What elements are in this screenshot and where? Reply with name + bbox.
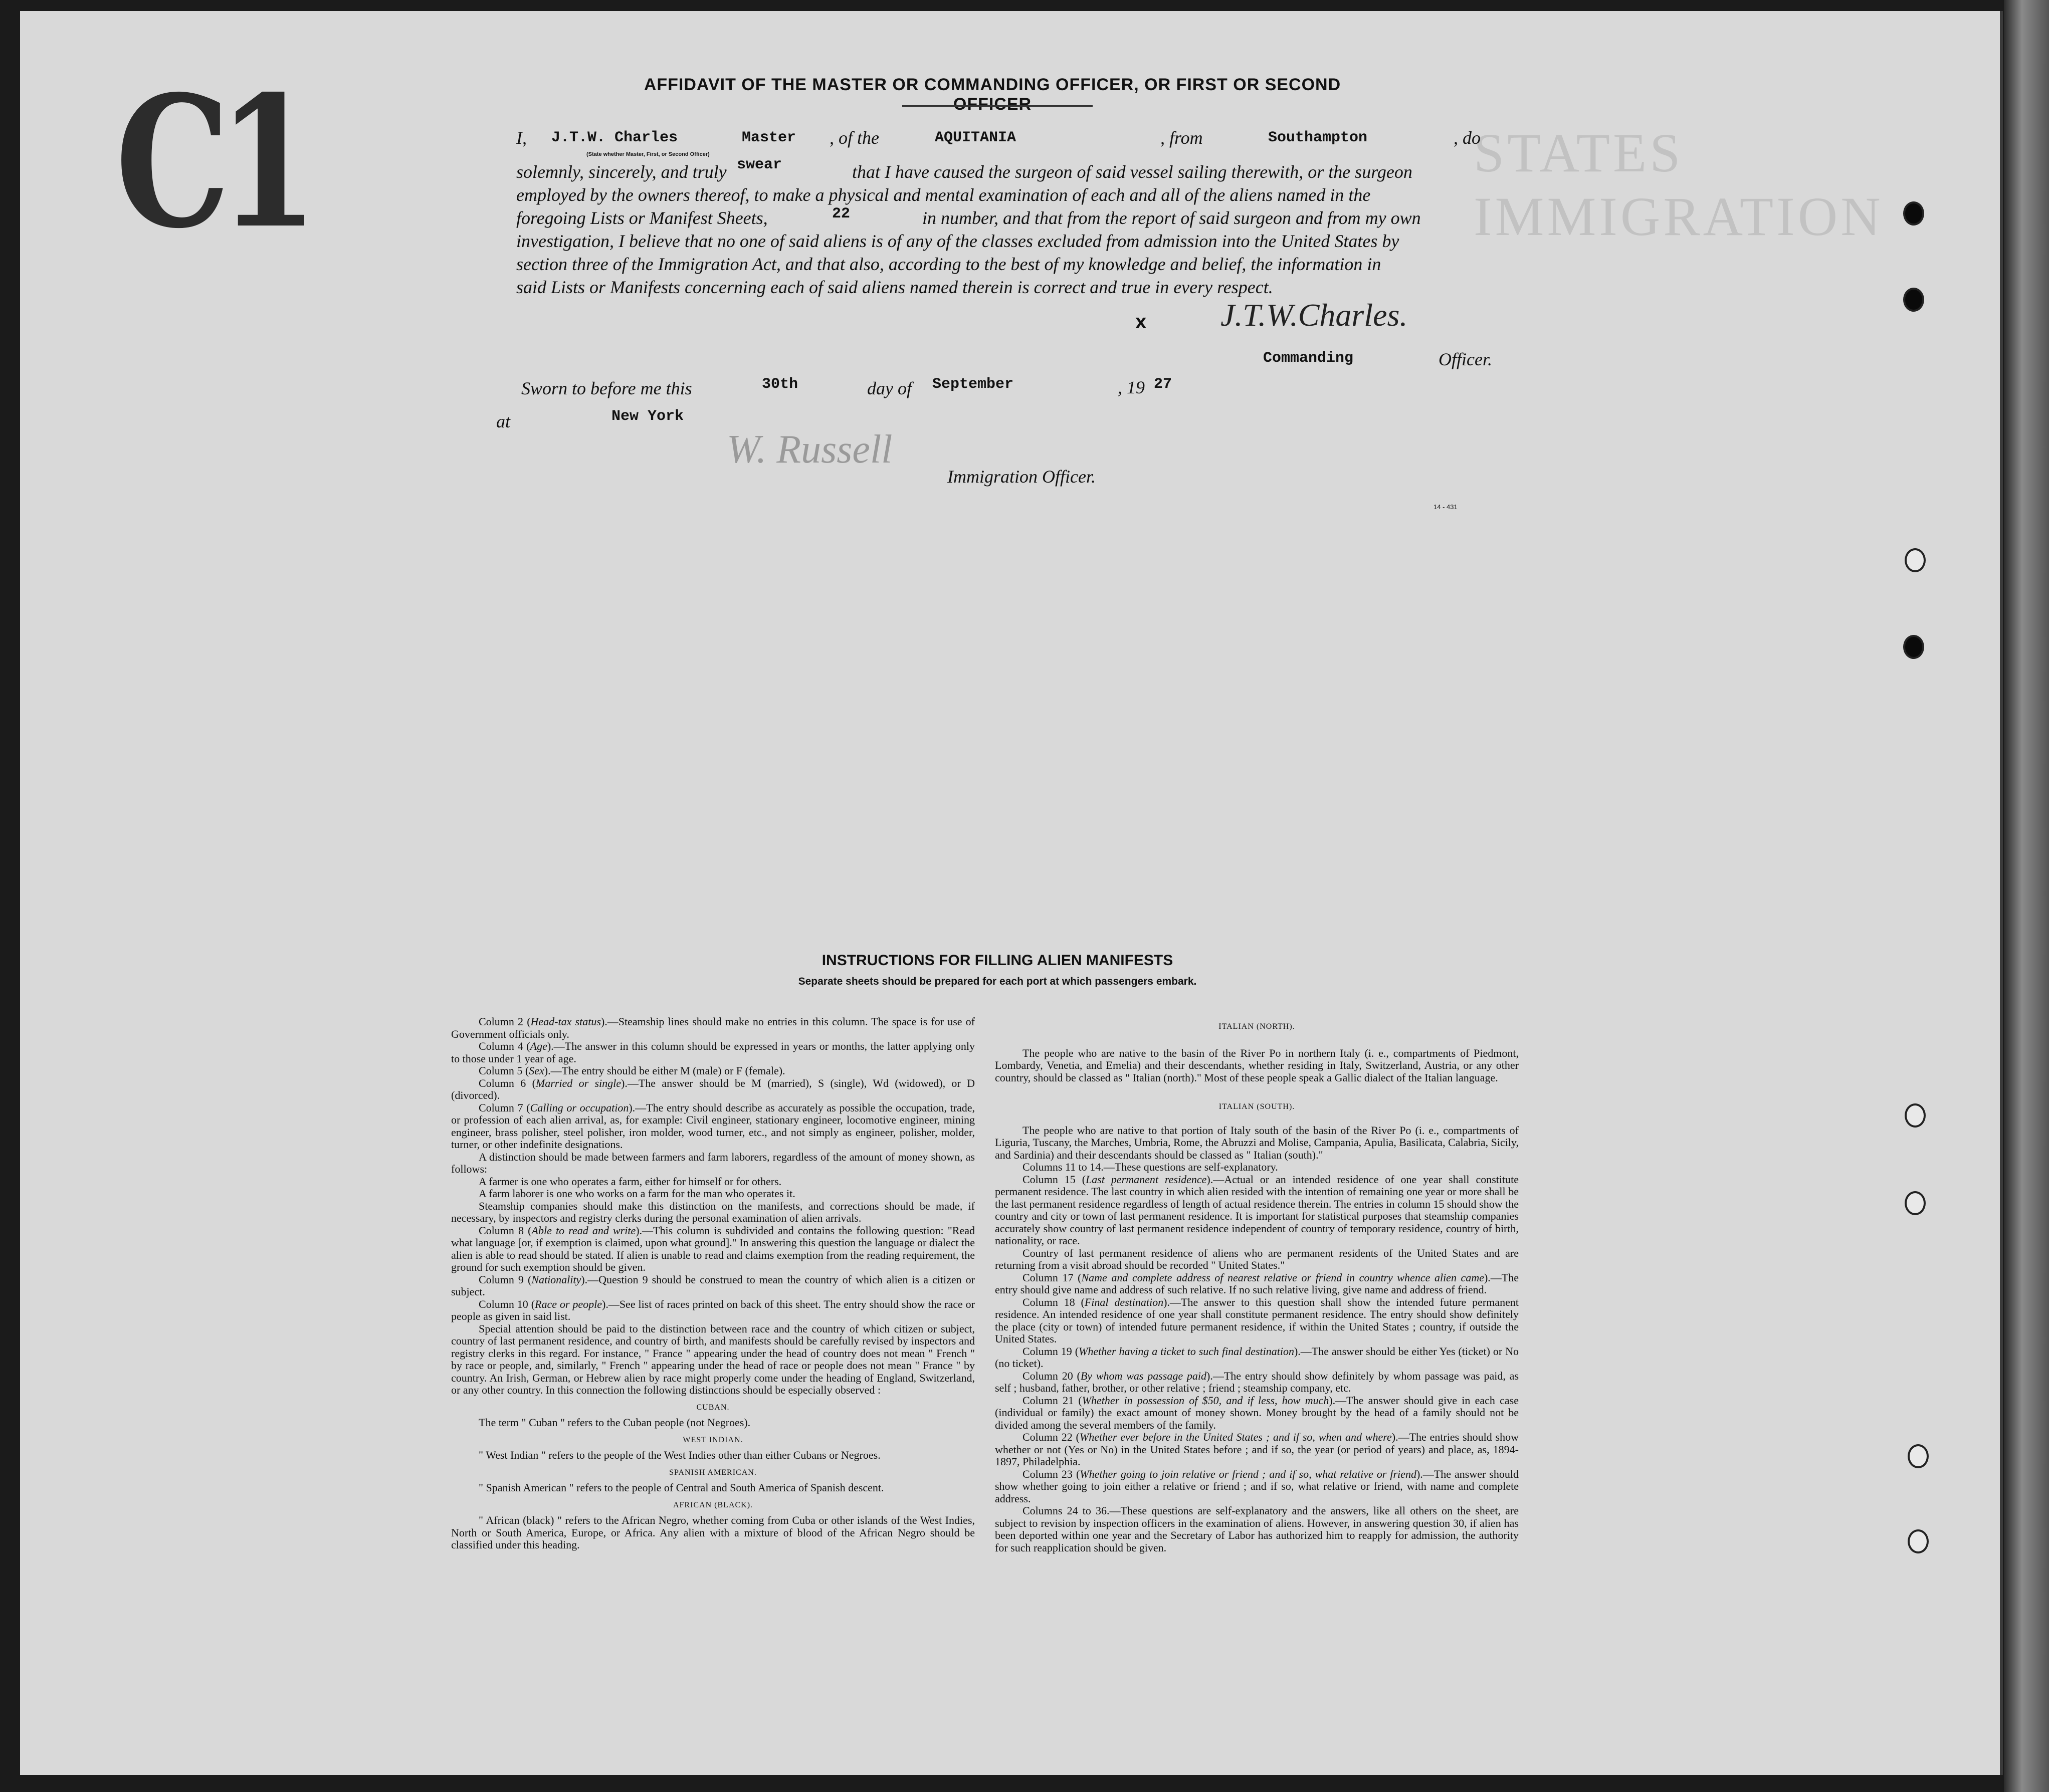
officer-label: Officer.: [1439, 349, 1492, 369]
paragraph-text: ).—The entries should show whether or not (Yes or No) in the United States before ; and if so, the year (or period of years) and place, as, 1894-1897, Philadelphia.: [995, 1431, 1519, 1468]
west-indian-text: " West Indian " refers to the people of the West Indies other than either Cubans or Negroes.: [479, 1449, 881, 1461]
paragraph-text: ).—The answer should be M (married), S (single), Wd (widowed), or D (divorced).: [451, 1076, 975, 1101]
paragraph-text: ).—The entry should give name and address of such relative. If no such relative living, give name and address of friend.: [995, 1271, 1519, 1296]
i-label: I,: [516, 128, 527, 148]
x-mark: x: [1135, 311, 1147, 333]
officer-name: J.T.W. Charles: [551, 129, 678, 146]
day-of-label: day of: [867, 378, 912, 398]
paragraph-lead: Column 8 (: [479, 1224, 532, 1237]
paragraph-text: A distinction should be made between farmers and farm laborers, regardless of the amount of money shown, as follows:: [451, 1150, 975, 1175]
affidavit-line-5: investigation, I believe that no one of said aliens is of any of the classes excluded from admission into the United States by: [516, 231, 1399, 251]
italian-south-heading: ITALIAN (SOUTH).: [1218, 1102, 1295, 1111]
instruction-paragraph: [451, 1102, 975, 1151]
officer-rank: Master: [742, 129, 796, 146]
paragraph-lead: Column 6 (: [479, 1076, 536, 1089]
stamp-mark: C1: [115, 56, 307, 268]
italian-north-text: The people who are native to the basin of the River Po in northern Italy (i. e., compartments of Piedmont, Lombardy, Venetia, and Emelia) and their descendants, whether residing in Italy, Switzerland, Austria, or any other country, should be classed as " Italian (north)." Most of these people speak a Gallic dialect of the Italian language.: [995, 1046, 1519, 1084]
paragraph-lead: Column 5 (: [479, 1064, 529, 1077]
paragraph-lead: Column 2 (: [479, 1015, 531, 1028]
paragraph-emphasis: Nationality: [531, 1273, 581, 1286]
paragraph-text: Special attention should be paid to the distinction between race and the country of which citizen or subject, country of last permanent residence, and country of birth, and manifests should be carefully revised by inspectors and registry clerks in this regard. For instance, " France " appearing under the head of country does not mean " French " by race or people, and, similarly, " French " appearing under the head of race or people does not mean " France " by country. An Irish, German, or Hebrew alien by race might properly come under the heading of England, Switzerland, or any other country. In this connection the following distinctions should be especially observed :: [451, 1322, 975, 1396]
paragraph-lead: Column 18 (: [1022, 1295, 1085, 1308]
instructions-left-column: [451, 1016, 975, 1551]
rank-note: (State whether Master, First, or Second Officer): [586, 151, 710, 157]
italian-north-heading: ITALIAN (NORTH).: [1218, 1022, 1295, 1031]
paragraph-text: ).—The entry should be either M (male) or F (female).: [544, 1064, 785, 1077]
commanding-label: Commanding: [1263, 350, 1354, 367]
year-prefix: , 19: [1118, 377, 1145, 397]
paragraph-lead: Column 17 (: [1022, 1271, 1082, 1284]
paragraph-emphasis: Able to read and write: [531, 1224, 636, 1237]
paragraph-emphasis: Whether having a ticket to such final destination: [1079, 1345, 1294, 1358]
binding-hole: [1905, 1191, 1926, 1215]
instructions-subtitle: Separate sheets should be prepared for each port at which passengers embark.: [798, 976, 1197, 987]
paragraph-text: ).—The answer should be either Yes (ticket) or No (no ticket).: [995, 1345, 1519, 1370]
paragraph-lead: Column 20 (: [1022, 1369, 1081, 1382]
african-text: " African (black) " refers to the African Negro, whether coming from Cuba or other islands of the West Indies, North or South America, Europe, or Africa. Any alien with a mixture of blood of the African Negro should be classified under this heading.: [451, 1514, 975, 1551]
paragraph-text: ).—The answer in this column should be expressed in years or months, the latter applying only to those under 1 year of age.: [451, 1040, 975, 1065]
paragraph-text: ).—Actual or an intended residence of one year shall constitute permanent residence. The last country in which alien resided with the intention of remaining one year or more shall be the last permanent residence regardless of length of actual residence therein. The entries in column 15 should show the country and city or town of last permanent residence. It is important for statistical purposes that steamship companies accurately show country of last permanent residence independent of country of temporary residence, country of birth, nationality, or race.: [995, 1173, 1519, 1247]
manifest-sheet: [20, 11, 2003, 1775]
affidavit-title: AFFIDAVIT OF THE MASTER OR COMMANDING OFFICER, OR FIRST OR SECOND OFFICER: [644, 75, 1341, 114]
instruction-paragraph: [995, 1468, 1519, 1505]
paragraph-emphasis: Name and complete address of nearest relative or friend in country whence alien came: [1081, 1271, 1484, 1284]
instruction-paragraph: [451, 1274, 975, 1298]
paragraph-text: Steamship companies should make this distinction on the manifests, and corrections should be made, if necessary, by inspectors and registry clerks during the personal examination of alien arrivals.: [451, 1199, 975, 1224]
paragraph-lead: Column 22 (: [1022, 1431, 1080, 1443]
paragraph-text: —These questions are self-explanatory and the answers, like all others on the sheet, are subject to revision by inspection officers in the examination of aliens. However, in answering question 30, if alien has been deported within one year and the Secretary of Labor has authorized him to reapply for admission, the authority for such reapplication should be given.: [995, 1504, 1519, 1554]
affidavit-line-6: section three of the Immigration Act, and that also, according to the best of my knowledge and belief, the information in: [516, 254, 1381, 274]
paragraph-text: ).—This column is subdivided and contains the following question: "Read what language [or, if exemption is claimed, upon what ground]." In answering this question the language or dialect the alien is able to read should be stated. If alien is unable to read and claims exemption from the reading requirement, the ground for such exemption should be given.: [451, 1224, 975, 1273]
binding-hole: [1903, 288, 1924, 312]
master-signature: J.T.W.Charles.: [1220, 297, 1408, 333]
paragraph-emphasis: Last permanent residence: [1086, 1173, 1207, 1186]
instruction-paragraph: [451, 1225, 975, 1274]
sworn-day: 30th: [762, 376, 798, 393]
at-label: at: [496, 411, 511, 431]
instruction-paragraph: [451, 1176, 975, 1188]
affidavit-line-2b: that I have caused the surgeon of said vessel sailing therewith, or the surgeon: [852, 162, 1412, 182]
paragraph-lead: Column 15 (: [1022, 1173, 1086, 1186]
swear-word: swear: [737, 156, 782, 173]
paragraph-emphasis: Whether in possession of $50, and if less, how much: [1082, 1394, 1329, 1407]
spanish-american-text: " Spanish American " refers to the people of Central and South America of Spanish descent.: [479, 1481, 884, 1494]
affidavit-line-3: employed by the owners thereof, to make a physical and mental examination of each and all of the aliens named in the: [516, 185, 1371, 205]
paragraph-emphasis: Married or single: [535, 1076, 622, 1089]
paragraph-text: ).—The answer to this question shall show the intended future permanent residence. An intended residence of one year shall constitute permanent residence. The entry should show definitely the place (city or town) of intended future permanent residence, if within the United States ; country, if outside the United States.: [995, 1295, 1519, 1345]
do-label: , do: [1454, 128, 1481, 148]
binding-hole: [1903, 201, 1924, 226]
instruction-paragraph: [451, 1323, 975, 1397]
paragraph-lead: Columns 24 to 36.: [1022, 1504, 1110, 1517]
paragraph-emphasis: Age: [530, 1040, 547, 1052]
paragraph-text: ).—The entry should show definitely by whom passage was paid, as self ; husband, father, brother, or other relative ; friend ; steamship company, etc.: [995, 1369, 1519, 1394]
paragraph-text: ).—The entry should describe as accurately as possible the occupation, trade, or profession of each alien arrival, as, for example: Civil engineer, stationary engineer, locomotive engineer, mining engineer, brass polisher, steel polisher, iron molder, wood turner, etc., and not simply as engineer, polisher, molder, turner, or other indefinite designations.: [451, 1101, 975, 1151]
instruction-paragraph: [451, 1065, 975, 1077]
instruction-paragraph: [451, 1040, 975, 1065]
sworn-month: September: [932, 376, 1014, 393]
binding-edge: [2004, 0, 2049, 1792]
instruction-paragraph: [451, 1151, 975, 1176]
affidavit-line-2a: solemnly, sincerely, and truly: [516, 162, 727, 182]
departure-port: Southampton: [1268, 129, 1368, 146]
paragraph-text: ).—See list of races printed on back of this sheet. The entry should show the race or people as given in said list.: [451, 1297, 975, 1322]
instruction-paragraph: [451, 1077, 975, 1102]
sworn-label: Sworn to before me this: [521, 378, 692, 398]
paragraph-lead: Column 7 (: [479, 1101, 530, 1114]
sworn-place: New York: [611, 408, 684, 425]
paragraph-lead: Column 23 (: [1022, 1467, 1080, 1480]
paragraph-lead: Column 19 (: [1022, 1345, 1079, 1358]
spanish-american-heading: SPANISH AMERICAN.: [669, 1468, 757, 1477]
paragraph-lead: Columns 11 to 14.: [1022, 1161, 1104, 1173]
title-rule: [902, 105, 1093, 107]
paragraph-text: A farmer is one who operates a farm, either for himself or for others.: [479, 1175, 782, 1188]
instruction-paragraph: [995, 1370, 1519, 1395]
instruction-paragraph: [995, 1247, 1519, 1272]
paragraph-lead: Column 21 (: [1022, 1394, 1082, 1407]
paragraph-text: Country of last permanent residence of aliens who are permanent residents of the United States and are returning from a visit abroad should be recorded " United States.": [995, 1246, 1519, 1271]
paragraph-lead: Column 10 (: [479, 1297, 535, 1310]
paragraph-emphasis: By whom was passage paid: [1080, 1369, 1207, 1382]
affidavit-line-4b: in number, and that from the report of said surgeon and from my own: [922, 208, 1421, 228]
binding-hole: [1905, 548, 1926, 572]
right-paragraphs: [995, 1161, 1519, 1554]
cuban-text: The term " Cuban " refers to the Cuban people (not Negroes).: [479, 1416, 751, 1429]
paragraph-text: ).—Question 9 should be construed to mean the country of which alien is a citizen or subject.: [451, 1273, 975, 1298]
instruction-paragraph: [451, 1016, 975, 1040]
from-label: , from: [1160, 128, 1203, 148]
instructions-title: INSTRUCTIONS FOR FILLING ALIEN MANIFESTS: [822, 952, 1173, 969]
immigration-signature: W. Russell: [727, 427, 893, 472]
instruction-paragraph: [995, 1161, 1519, 1174]
sheet-count: 22: [832, 205, 851, 222]
of-the-label: , of the: [830, 128, 879, 148]
instruction-paragraph: [995, 1296, 1519, 1346]
vessel-name: AQUITANIA: [935, 129, 1016, 146]
paragraph-text: ).—Steamship lines should make no entries in this column. The space is for use of Government officials only.: [451, 1015, 975, 1040]
binding-hole: [1903, 635, 1924, 659]
paragraph-emphasis: Sex: [529, 1064, 544, 1077]
instruction-paragraph: [995, 1346, 1519, 1370]
paragraph-emphasis: Final destination: [1084, 1295, 1164, 1308]
instruction-paragraph: [451, 1188, 975, 1200]
instructions-right-column: [995, 1016, 1519, 1554]
west-indian-heading: WEST INDIAN.: [683, 1435, 743, 1444]
form-number: 14 - 431: [1433, 503, 1458, 511]
instruction-paragraph: [451, 1298, 975, 1323]
instruction-paragraph: [995, 1272, 1519, 1296]
binding-hole: [1908, 1444, 1929, 1468]
paragraph-lead: Column 4 (: [479, 1040, 530, 1052]
binding-hole: [1905, 1103, 1926, 1128]
affidavit-line-7: said Lists or Manifests concerning each of said aliens named therein is correct and true in every respect.: [516, 277, 1273, 297]
paragraph-emphasis: Calling or occupation: [530, 1101, 629, 1114]
paragraph-emphasis: Whether ever before in the United States ; and if so, when and where: [1079, 1431, 1392, 1443]
bleed-through-text: STATES IMMIGRATION: [1474, 122, 1884, 247]
instruction-paragraph: [995, 1505, 1519, 1554]
immigration-officer-label: Immigration Officer.: [947, 467, 1096, 487]
instruction-paragraph: [995, 1431, 1519, 1468]
instruction-paragraph: [451, 1200, 975, 1225]
paragraph-emphasis: Whether going to join relative or friend ; and if so, what relative or friend: [1080, 1467, 1416, 1480]
affidavit-line-4a: foregoing Lists or Manifest Sheets,: [516, 208, 768, 228]
paragraph-text: ).—The answer should show whether going to join either a relative or friend ; and if so, what relative or friend, with name and complete address.: [995, 1467, 1519, 1505]
instruction-paragraph: [995, 1395, 1519, 1432]
paragraph-emphasis: Head-tax status: [530, 1015, 601, 1028]
paragraph-text: —These questions are self-explanatory.: [1103, 1161, 1278, 1173]
italian-south-text: The people who are native to that portion of Italy south of the basin of the River Po (i. e., compartments of Liguria, Tuscany, the Marches, Umbria, Rome, the Abruzzi and Molise, Campania, Apulia, Basilicata, Calabria, Sicily, and Sardinia) and their descendants should be classed as " Italian (south).": [995, 1124, 1519, 1161]
binding-hole: [1908, 1529, 1929, 1553]
paragraph-text: A farm laborer is one who works on a farm for the man who operates it.: [479, 1187, 795, 1200]
left-paragraphs: [451, 1016, 975, 1397]
paragraph-lead: Column 9 (: [479, 1273, 532, 1286]
paragraph-emphasis: Race or people: [535, 1297, 602, 1310]
paragraph-text: ).—The answer should give in each case (individual or family) the exact amount of money shown. Money brought by the head of a family should not be divided among the several members of the family.: [995, 1394, 1519, 1431]
african-heading: AFRICAN (BLACK).: [673, 1500, 753, 1509]
cuban-heading: CUBAN.: [696, 1403, 730, 1412]
sworn-year: 27: [1154, 376, 1172, 393]
instruction-paragraph: [995, 1174, 1519, 1247]
